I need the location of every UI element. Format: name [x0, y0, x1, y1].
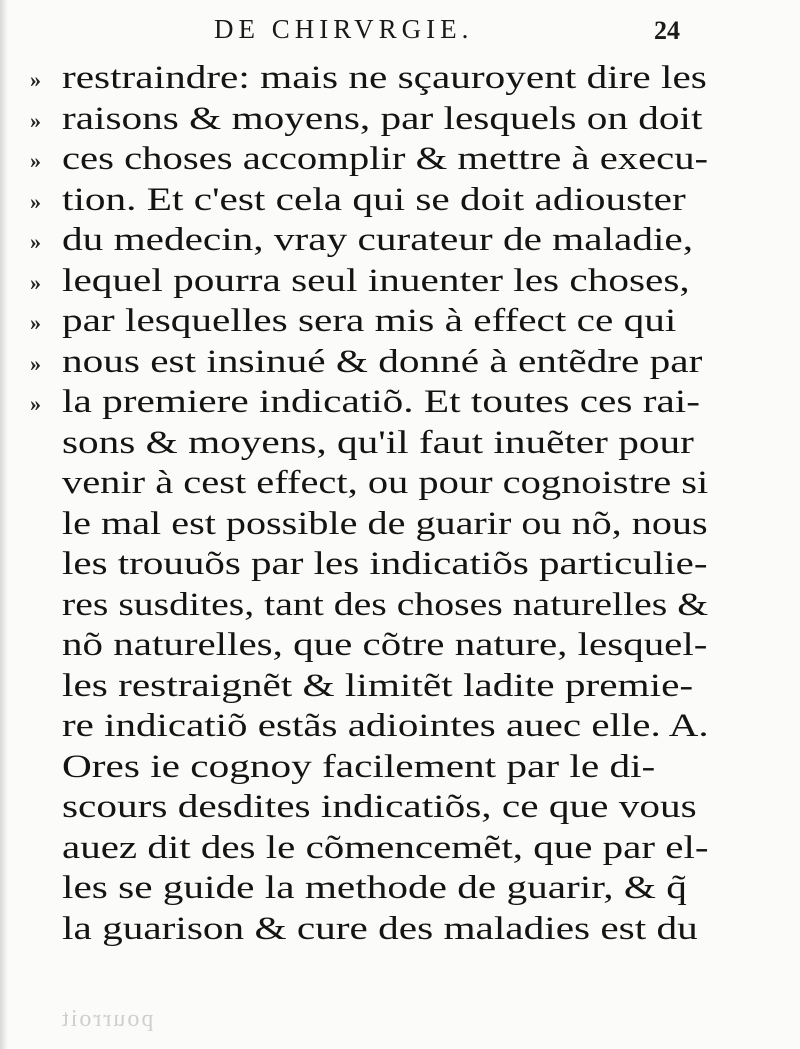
text-line: res susdites, tant des choses naturelles & [62, 586, 709, 623]
text-line: du medecin, vray curateur de maladie, [62, 222, 694, 258]
show-through-text: pourroit [60, 1006, 154, 1032]
text-line: ces choses accomplir & mettre à execu- [62, 141, 709, 177]
text-line: raisons & moyens, par lesquels on doit [62, 100, 703, 137]
text-line: scours desdites indicatiõs, ce que vous [62, 789, 697, 825]
text-line: la premiere indicatiõ. Et toutes ces rai- [62, 384, 700, 420]
quotation-mark: » [30, 269, 41, 295]
page-number: 24 [654, 16, 680, 45]
text-line: re indicatiõ estãs adiointes auec elle. A. [62, 708, 709, 744]
page-header [0, 14, 800, 54]
quotation-mark: » [30, 391, 41, 416]
quotation-mark: » [30, 107, 41, 133]
quotation-mark: » [30, 310, 41, 335]
quotation-mark: » [30, 188, 41, 214]
text-line: nõ naturelles, que cõtre nature, lesquel- [62, 627, 708, 663]
text-line: lequel pourra seul inuenter les choses, [62, 262, 690, 299]
text-line: auez dit des le cõmencemẽt, que par el- [62, 829, 709, 866]
text-line: les trouuõs par les indicatiõs particulie- [62, 546, 708, 582]
quotation-mark: » [30, 67, 41, 92]
text-line: la guarison & cure des maladies est du [62, 910, 698, 947]
text-line: Ores ie cognoy facilement par le di- [62, 748, 656, 785]
text-line: restraindre: mais ne sçauroyent dire les [62, 60, 707, 96]
text-line: le mal est possible de guarir ou nõ, nous [62, 505, 708, 542]
running-head: DE CHIRVRGIE. [214, 14, 474, 44]
text-line: nous est insinué & donné à entẽdre par [62, 343, 703, 380]
quotation-mark: » [30, 148, 41, 173]
quotation-mark: » [30, 229, 41, 254]
text-line: sons & moyens, qu'il faut inuẽter pour [62, 424, 694, 461]
text-line: les restraignẽt & limitẽt ladite premie- [62, 667, 694, 704]
text-line: par lesquelles sera mis à effect ce qui [62, 303, 677, 339]
text-line: tion. Et c'est cela qui se doit adiouster [62, 181, 686, 218]
text-line: les se guide la methode de guarir, & q̃ [62, 870, 687, 906]
page-edge-shadow [0, 0, 8, 1049]
text-line: venir à cest effect, ou pour cognoistre si [62, 465, 709, 501]
quotation-mark: » [30, 350, 41, 376]
